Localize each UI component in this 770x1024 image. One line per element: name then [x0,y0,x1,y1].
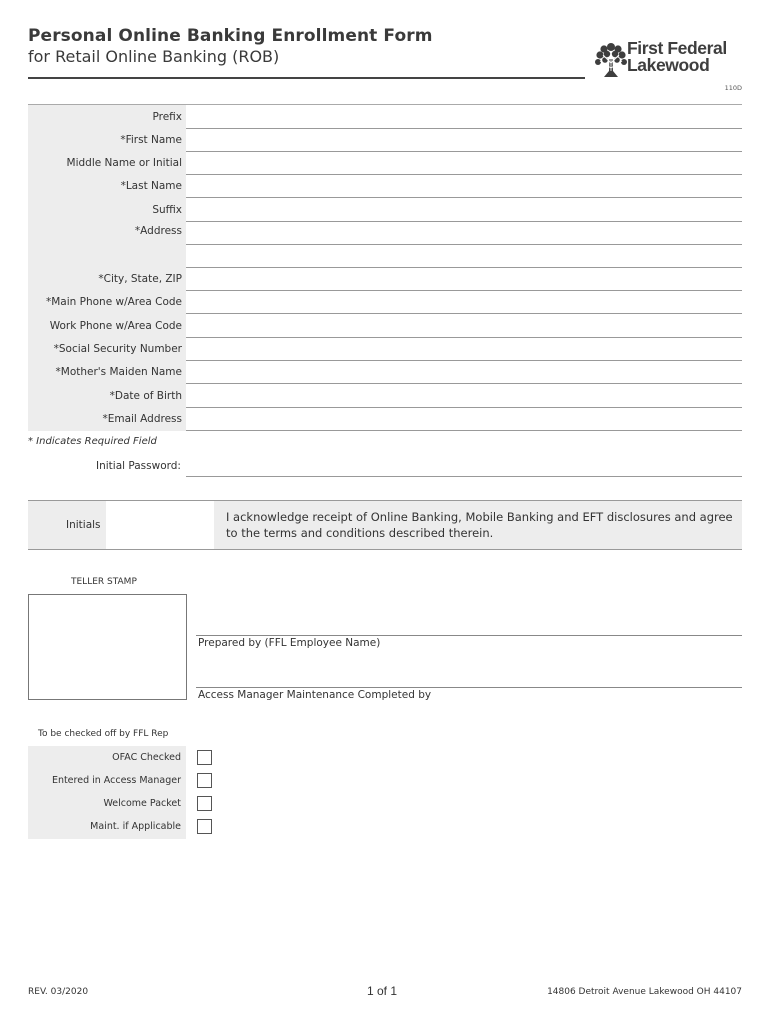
field-label-city-state-zip: *City, State, ZIP [98,273,182,285]
logo-line-1: First Federal [627,38,727,58]
field-line-address-2[interactable] [186,267,742,268]
field-label-main-phone: *Main Phone w/Area Code [45,296,182,308]
field-line-date-of-birth[interactable] [186,407,742,408]
access-manager-line[interactable] [196,687,742,688]
initial-password-label: Initial Password: [96,460,181,472]
initials-label: Initials [66,519,101,531]
field-line-last-name[interactable] [186,197,742,198]
field-line-work-phone[interactable] [186,337,742,338]
field-line-email[interactable] [186,430,742,431]
field-line-first-name[interactable] [186,151,742,152]
initials-label-cell [28,501,106,549]
page-number: 1 of 1 [367,984,398,998]
field-line-prefix[interactable] [186,128,742,129]
checkbox-maint[interactable] [197,819,212,834]
field-label-address: *Address [134,225,182,237]
title-rule [28,77,585,79]
acknowledgment-row [28,500,742,550]
field-label-prefix: Prefix [152,111,182,123]
checklist-label-welcome-packet: Welcome Packet [103,798,181,809]
bank-logo [594,40,746,86]
revision-date: REV. 03/2020 [28,987,89,997]
field-label-first-name: *First Name [120,134,182,146]
teller-stamp-box [28,594,187,700]
field-label-suffix: Suffix [152,204,182,216]
checkbox-access-manager[interactable] [197,773,212,788]
initial-password-line[interactable] [186,476,742,477]
logo-wordmark [627,40,727,74]
bank-address: 14806 Detroit Avenue Lakewood OH 44107 [547,987,742,997]
field-line-middle-name[interactable] [186,174,742,175]
checklist-label-ofac: OFAC Checked [112,752,181,763]
checkbox-ofac[interactable] [197,750,212,765]
teller-stamp-label: TELLER STAMP [71,577,137,587]
field-line-address-1[interactable] [186,244,742,245]
required-field-note: * Indicates Required Field [28,436,157,447]
checklist-heading: To be checked off by FFL Rep [38,729,169,739]
prepared-by-line[interactable] [196,635,742,636]
checklist-label-access-manager: Entered in Access Manager [51,775,181,786]
field-line-ssn[interactable] [186,360,742,361]
field-label-last-name: *Last Name [120,180,182,192]
field-line-main-phone[interactable] [186,313,742,314]
field-label-middle-name: Middle Name or Initial [66,157,182,169]
field-line-city-state-zip[interactable] [186,290,742,291]
field-label-ssn: *Social Security Number [53,343,182,355]
form-title: Personal Online Banking Enrollment Form [28,26,433,46]
access-manager-label: Access Manager Maintenance Completed by [198,689,432,701]
field-label-work-phone: Work Phone w/Area Code [49,320,182,332]
field-label-mothers-maiden-name: *Mother's Maiden Name [55,366,182,378]
tree-icon [594,41,628,81]
field-line-suffix[interactable] [186,221,742,222]
logo-line-2: Lakewood [627,55,710,75]
prepared-by-label: Prepared by (FFL Employee Name) [198,637,381,649]
acknowledgment-cell [214,501,742,549]
acknowledgment-text: I acknowledge receipt of Online Banking, Mobile Banking and EFT disclosures and agree to the terms and conditions described therein. [226,510,733,540]
checklist-label-maint: Maint. if Applicable [90,821,181,832]
field-line-mothers-maiden-name[interactable] [186,383,742,384]
form-code: 110D [724,84,742,92]
checkbox-welcome-packet[interactable] [197,796,212,811]
field-label-date-of-birth: *Date of Birth [109,390,182,402]
field-label-email: *Email Address [102,413,182,425]
field-label-column [28,105,186,431]
form-subtitle: for Retail Online Banking (ROB) [28,47,280,66]
initials-field[interactable] [106,501,214,549]
